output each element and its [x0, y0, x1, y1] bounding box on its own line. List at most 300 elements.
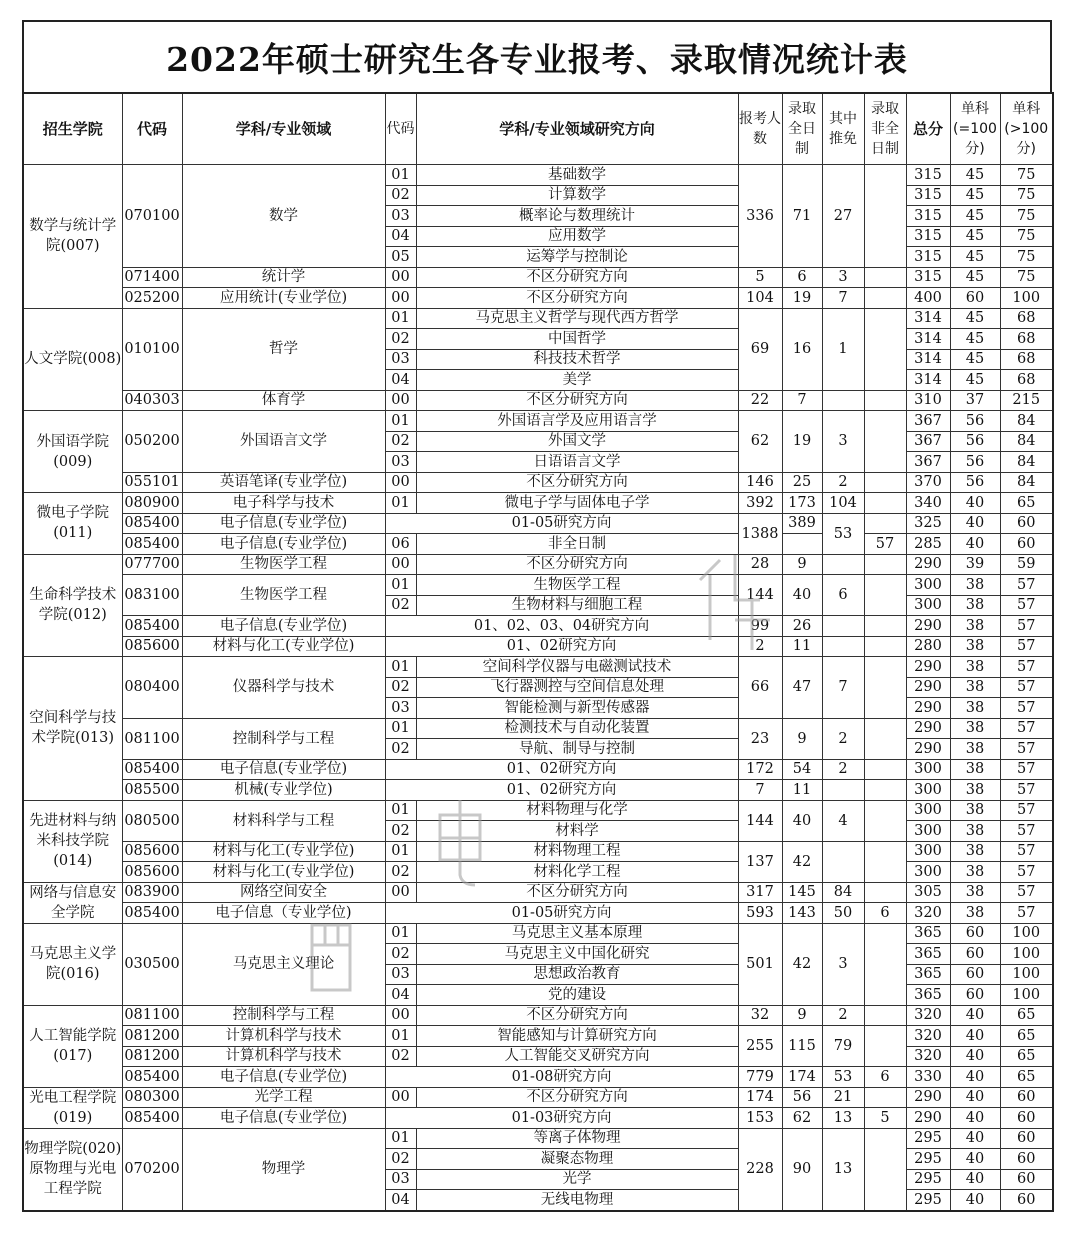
direction-cell: 日语语言文学 — [416, 452, 738, 473]
single-over-100-cell: 60 — [1000, 534, 1053, 555]
admitted-parttime-cell: 6 — [864, 903, 906, 924]
single-over-100-cell: 60 — [1000, 1149, 1053, 1170]
major-code-cell: 010100 — [122, 308, 182, 390]
direction-code-cell: 00 — [385, 882, 416, 903]
direction-cell: 无线电物理 — [416, 1190, 738, 1211]
total-score-cell: 314 — [906, 370, 950, 391]
total-score-cell: 290 — [906, 698, 950, 719]
admitted-parttime-cell — [864, 882, 906, 903]
college-cell: 光电工程学院(019) — [23, 1087, 122, 1128]
single-100-cell: 38 — [950, 636, 1000, 657]
single-100-cell: 60 — [950, 288, 1000, 309]
header-total-score: 总分 — [906, 93, 950, 165]
admitted-parttime-cell — [864, 575, 906, 616]
direction-code-cell: 04 — [385, 1190, 416, 1211]
direction-code-cell: 00 — [385, 554, 416, 575]
admitted-fulltime-cell — [782, 534, 822, 555]
admitted-parttime-cell — [864, 616, 906, 637]
major-name-cell: 生物医学工程 — [182, 554, 385, 575]
direction-code-cell: 02 — [385, 862, 416, 883]
single-over-100-cell: 68 — [1000, 370, 1053, 391]
admitted-parttime-cell — [864, 267, 906, 288]
single-100-cell: 40 — [950, 1169, 1000, 1190]
major-name-cell: 仪器科学与技术 — [182, 657, 385, 719]
single-over-100-cell: 57 — [1000, 657, 1053, 678]
direction-code-cell: 02 — [385, 329, 416, 350]
single-over-100-cell: 68 — [1000, 329, 1053, 350]
single-100-cell: 40 — [950, 534, 1000, 555]
major-code-cell: 085600 — [122, 841, 182, 862]
single-100-cell: 40 — [950, 1067, 1000, 1088]
single-over-100-cell: 75 — [1000, 226, 1053, 247]
direction-code-cell: 04 — [385, 370, 416, 391]
total-score-cell: 365 — [906, 923, 950, 944]
applicants-cell: 7 — [738, 780, 782, 801]
table-row — [23, 616, 1053, 637]
major-name-cell: 材料与化工(专业学位) — [182, 636, 385, 657]
applicants-cell: 32 — [738, 1005, 782, 1026]
total-score-cell: 300 — [906, 595, 950, 616]
single-100-cell: 45 — [950, 165, 1000, 186]
applicants-cell: 501 — [738, 923, 782, 1005]
single-over-100-cell: 65 — [1000, 1046, 1053, 1067]
single-100-cell: 45 — [950, 349, 1000, 370]
college-cell: 网络与信息安全学院 — [23, 882, 122, 923]
single-over-100-cell: 57 — [1000, 841, 1053, 862]
single-100-cell: 38 — [950, 882, 1000, 903]
single-over-100-cell: 57 — [1000, 903, 1053, 924]
single-over-100-cell: 100 — [1000, 964, 1053, 985]
total-score-cell: 315 — [906, 226, 950, 247]
applicants-cell: 779 — [738, 1067, 782, 1088]
single-over-100-cell: 60 — [1000, 1190, 1053, 1211]
direction-cell: 不区分研究方向 — [416, 554, 738, 575]
direction-cell: 外国语言学及应用语言学 — [416, 411, 738, 432]
total-score-cell: 290 — [906, 1087, 950, 1108]
recommended-cell: 7 — [822, 657, 864, 719]
total-score-cell: 340 — [906, 493, 950, 514]
total-score-cell: 300 — [906, 841, 950, 862]
table-row — [23, 718, 1053, 739]
header-college: 招生学院 — [23, 93, 122, 165]
major-code-cell: 070200 — [122, 1128, 182, 1211]
total-score-cell: 320 — [906, 1046, 950, 1067]
major-name-cell: 电子信息(专业学位) — [182, 1108, 385, 1129]
admitted-fulltime-cell: 19 — [782, 411, 822, 473]
admitted-parttime-cell: 6 — [864, 1067, 906, 1088]
single-over-100-cell: 57 — [1000, 636, 1053, 657]
direction-cell: 外国文学 — [416, 431, 738, 452]
single-100-cell: 38 — [950, 841, 1000, 862]
single-over-100-cell: 75 — [1000, 185, 1053, 206]
admitted-parttime-cell — [864, 513, 906, 534]
direction-code-cell: 03 — [385, 349, 416, 370]
major-code-cell: 070100 — [122, 165, 182, 268]
single-over-100-cell: 75 — [1000, 165, 1053, 186]
total-score-cell: 280 — [906, 636, 950, 657]
major-code-cell: 080900 — [122, 493, 182, 514]
direction-cell: 材料物理工程 — [416, 841, 738, 862]
direction-code-cell: 02 — [385, 1149, 416, 1170]
major-code-cell: 081200 — [122, 1046, 182, 1067]
total-score-cell: 300 — [906, 575, 950, 596]
major-code-cell: 083100 — [122, 575, 182, 616]
single-over-100-cell: 60 — [1000, 1169, 1053, 1190]
direction-cell: 材料化学工程 — [416, 862, 738, 883]
admitted-fulltime-cell: 7 — [782, 390, 822, 411]
admitted-fulltime-cell: 11 — [782, 636, 822, 657]
recommended-cell: 7 — [822, 288, 864, 309]
admitted-fulltime-cell: 16 — [782, 308, 822, 390]
single-over-100-cell: 215 — [1000, 390, 1053, 411]
recommended-cell: 3 — [822, 411, 864, 473]
applicants-cell: 62 — [738, 411, 782, 473]
direction-cell: 飞行器测控与空间信息处理 — [416, 677, 738, 698]
direction-cell: 智能感知与计算研究方向 — [416, 1026, 738, 1047]
total-score-cell: 367 — [906, 411, 950, 432]
applicants-cell: 2 — [738, 636, 782, 657]
single-100-cell: 60 — [950, 923, 1000, 944]
total-score-cell: 367 — [906, 431, 950, 452]
single-over-100-cell: 60 — [1000, 1108, 1053, 1129]
major-name-cell: 电子信息（专业学位) — [182, 903, 385, 924]
direction-cell: 运筹学与控制论 — [416, 247, 738, 268]
total-score-cell: 314 — [906, 308, 950, 329]
recommended-cell: 27 — [822, 165, 864, 268]
direction-cell: 空间科学仪器与电磁测试技术 — [416, 657, 738, 678]
major-name-cell: 应用统计(专业学位) — [182, 288, 385, 309]
recommended-cell: 53 — [822, 513, 864, 554]
table-row — [23, 390, 1053, 411]
major-code-cell: 085500 — [122, 780, 182, 801]
major-name-cell: 电子信息(专业学位) — [182, 616, 385, 637]
single-100-cell: 37 — [950, 390, 1000, 411]
direction-cell: 人工智能交叉研究方向 — [416, 1046, 738, 1067]
single-over-100-cell: 57 — [1000, 739, 1053, 760]
total-score-cell: 315 — [906, 267, 950, 288]
direction-code-cell: 04 — [385, 226, 416, 247]
major-code-cell: 077700 — [122, 554, 182, 575]
single-100-cell: 38 — [950, 575, 1000, 596]
header-direction-code: 代码 — [385, 93, 416, 165]
recommended-cell: 2 — [822, 718, 864, 759]
applicants-cell: 146 — [738, 472, 782, 493]
total-score-cell: 315 — [906, 185, 950, 206]
header-admitted-parttime: 录取非全日制 — [864, 93, 906, 165]
admitted-fulltime-cell: 90 — [782, 1128, 822, 1211]
single-over-100-cell: 65 — [1000, 493, 1053, 514]
admitted-fulltime-cell: 9 — [782, 554, 822, 575]
single-100-cell: 38 — [950, 759, 1000, 780]
total-score-cell: 295 — [906, 1190, 950, 1211]
direction-cell: 基础数学 — [416, 165, 738, 186]
recommended-cell: 2 — [822, 472, 864, 493]
total-score-cell: 367 — [906, 452, 950, 473]
major-code-cell: 081100 — [122, 1005, 182, 1026]
college-cell: 人文学院(008) — [23, 308, 122, 411]
recommended-cell — [822, 616, 864, 637]
table-row — [23, 472, 1053, 493]
direction-code-cell: 03 — [385, 964, 416, 985]
major-code-cell: 085400 — [122, 1108, 182, 1129]
admitted-fulltime-cell: 56 — [782, 1087, 822, 1108]
direction-cell: 等离子体物理 — [416, 1128, 738, 1149]
single-over-100-cell: 100 — [1000, 985, 1053, 1006]
header-applicants: 报考人数 — [738, 93, 782, 165]
table-row — [23, 903, 1053, 924]
admitted-parttime-cell — [864, 718, 906, 759]
recommended-cell: 1 — [822, 308, 864, 390]
applicants-cell: 144 — [738, 800, 782, 841]
single-over-100-cell: 84 — [1000, 431, 1053, 452]
page-title: 2022年硕士研究生各专业报考、录取情况统计表 — [22, 20, 1052, 92]
direction-code-cell: 02 — [385, 431, 416, 452]
single-over-100-cell: 57 — [1000, 780, 1053, 801]
admission-table — [22, 92, 1054, 1212]
admitted-parttime-cell — [864, 411, 906, 473]
total-score-cell: 300 — [906, 759, 950, 780]
direction-cell: 微电子学与固体电子学 — [416, 493, 738, 514]
table-row — [23, 800, 1053, 821]
header-direction: 学科/专业领域研究方向 — [416, 93, 738, 165]
single-over-100-cell: 65 — [1000, 1005, 1053, 1026]
header-single-over-100: 单科(>100分) — [1000, 93, 1053, 165]
major-code-cell: 081200 — [122, 1026, 182, 1047]
single-over-100-cell: 60 — [1000, 1087, 1053, 1108]
major-name-cell: 统计学 — [182, 267, 385, 288]
direction-code-cell: 01 — [385, 923, 416, 944]
direction-code-cell: 00 — [385, 472, 416, 493]
recommended-cell — [822, 554, 864, 575]
total-score-cell: 300 — [906, 862, 950, 883]
table-row — [23, 1087, 1053, 1108]
admitted-fulltime-cell: 389 — [782, 513, 822, 534]
major-code-cell: 085600 — [122, 636, 182, 657]
single-100-cell: 38 — [950, 616, 1000, 637]
major-code-cell: 081100 — [122, 718, 182, 759]
direction-code-cell: 01 — [385, 657, 416, 678]
direction-code-cell: 01 — [385, 1128, 416, 1149]
direction-cell: 光学 — [416, 1169, 738, 1190]
admitted-parttime-cell — [864, 800, 906, 841]
recommended-cell: 79 — [822, 1026, 864, 1067]
total-score-cell: 315 — [906, 165, 950, 186]
single-over-100-cell: 100 — [1000, 923, 1053, 944]
single-100-cell: 45 — [950, 308, 1000, 329]
total-score-cell: 320 — [906, 1026, 950, 1047]
total-score-cell: 310 — [906, 390, 950, 411]
applicants-cell: 228 — [738, 1128, 782, 1211]
major-code-cell: 025200 — [122, 288, 182, 309]
single-100-cell: 38 — [950, 718, 1000, 739]
single-over-100-cell: 75 — [1000, 206, 1053, 227]
direction-cell: 01-05研究方向 — [385, 513, 738, 534]
admitted-parttime-cell — [864, 923, 906, 1005]
direction-code-cell: 00 — [385, 1005, 416, 1026]
direction-code-cell: 02 — [385, 821, 416, 842]
admitted-parttime-cell — [864, 165, 906, 268]
admitted-fulltime-cell: 19 — [782, 288, 822, 309]
single-100-cell: 38 — [950, 595, 1000, 616]
table-row — [23, 780, 1053, 801]
major-code-cell: 080300 — [122, 1087, 182, 1108]
direction-code-cell: 01 — [385, 718, 416, 739]
admitted-parttime-cell — [864, 780, 906, 801]
table-row — [23, 493, 1053, 514]
table-row — [23, 841, 1053, 862]
direction-code-cell: 01 — [385, 493, 416, 514]
single-over-100-cell: 57 — [1000, 759, 1053, 780]
single-100-cell: 38 — [950, 821, 1000, 842]
single-over-100-cell: 84 — [1000, 472, 1053, 493]
total-score-cell: 314 — [906, 329, 950, 350]
direction-code-cell: 03 — [385, 698, 416, 719]
table-row — [23, 288, 1053, 309]
total-score-cell: 300 — [906, 780, 950, 801]
single-over-100-cell: 57 — [1000, 677, 1053, 698]
single-over-100-cell: 84 — [1000, 452, 1053, 473]
table-row — [23, 267, 1053, 288]
major-code-cell: 085400 — [122, 513, 182, 534]
admitted-fulltime-cell: 143 — [782, 903, 822, 924]
single-100-cell: 56 — [950, 411, 1000, 432]
recommended-cell: 13 — [822, 1128, 864, 1211]
table-row — [23, 1128, 1053, 1149]
table-row — [23, 534, 1053, 555]
applicants-cell: 255 — [738, 1026, 782, 1067]
total-score-cell: 290 — [906, 1108, 950, 1129]
total-score-cell: 290 — [906, 739, 950, 760]
single-100-cell: 60 — [950, 964, 1000, 985]
applicants-cell: 392 — [738, 493, 782, 514]
total-score-cell: 365 — [906, 964, 950, 985]
single-over-100-cell: 57 — [1000, 575, 1053, 596]
admitted-parttime-cell — [864, 657, 906, 719]
single-100-cell: 40 — [950, 1149, 1000, 1170]
admitted-fulltime-cell: 40 — [782, 800, 822, 841]
direction-cell: 思想政治教育 — [416, 964, 738, 985]
direction-cell: 马克思主义哲学与现代西方哲学 — [416, 308, 738, 329]
direction-cell: 材料物理与化学 — [416, 800, 738, 821]
single-over-100-cell: 57 — [1000, 862, 1053, 883]
direction-code-cell: 01 — [385, 308, 416, 329]
major-name-cell: 计算机科学与技术 — [182, 1026, 385, 1047]
direction-cell: 生物材料与细胞工程 — [416, 595, 738, 616]
direction-cell: 马克思主义中国化研究 — [416, 944, 738, 965]
table-row — [23, 657, 1053, 678]
direction-code-cell: 02 — [385, 944, 416, 965]
total-score-cell: 365 — [906, 985, 950, 1006]
direction-code-cell: 05 — [385, 247, 416, 268]
single-100-cell: 38 — [950, 677, 1000, 698]
major-name-cell: 电子信息(专业学位) — [182, 1067, 385, 1088]
single-100-cell: 45 — [950, 185, 1000, 206]
direction-cell: 不区分研究方向 — [416, 1087, 738, 1108]
total-score-cell: 295 — [906, 1128, 950, 1149]
single-over-100-cell: 75 — [1000, 247, 1053, 268]
admitted-fulltime-cell: 173 — [782, 493, 822, 514]
direction-cell: 智能检测与新型传感器 — [416, 698, 738, 719]
applicants-cell: 174 — [738, 1087, 782, 1108]
direction-cell: 非全日制 — [416, 534, 738, 555]
table-row — [23, 513, 1053, 534]
single-over-100-cell: 57 — [1000, 821, 1053, 842]
total-score-cell: 300 — [906, 800, 950, 821]
single-100-cell: 56 — [950, 452, 1000, 473]
total-score-cell: 325 — [906, 513, 950, 534]
college-cell: 人工智能学院(017) — [23, 1005, 122, 1087]
major-code-cell: 085400 — [122, 903, 182, 924]
single-over-100-cell: 59 — [1000, 554, 1053, 575]
total-score-cell: 290 — [906, 554, 950, 575]
major-code-cell: 085400 — [122, 534, 182, 555]
direction-code-cell: 00 — [385, 288, 416, 309]
single-100-cell: 38 — [950, 780, 1000, 801]
recommended-cell: 53 — [822, 1067, 864, 1088]
major-name-cell: 物理学 — [182, 1128, 385, 1211]
applicants-cell: 104 — [738, 288, 782, 309]
single-over-100-cell: 68 — [1000, 308, 1053, 329]
direction-code-cell: 03 — [385, 452, 416, 473]
admitted-parttime-cell — [864, 1128, 906, 1211]
total-score-cell: 295 — [906, 1169, 950, 1190]
direction-code-cell: 03 — [385, 1169, 416, 1190]
header-admitted-fulltime: 录取全日制 — [782, 93, 822, 165]
admitted-fulltime-cell: 40 — [782, 575, 822, 616]
admitted-fulltime-cell: 42 — [782, 923, 822, 1005]
major-name-cell: 电子信息(专业学位) — [182, 759, 385, 780]
single-over-100-cell: 100 — [1000, 944, 1053, 965]
admitted-fulltime-cell: 6 — [782, 267, 822, 288]
direction-cell: 科技技术哲学 — [416, 349, 738, 370]
major-name-cell: 电子科学与技术 — [182, 493, 385, 514]
admitted-parttime-cell: 57 — [864, 534, 906, 555]
single-over-100-cell: 60 — [1000, 1128, 1053, 1149]
applicants-cell: 5 — [738, 267, 782, 288]
single-100-cell: 40 — [950, 1108, 1000, 1129]
major-code-cell: 071400 — [122, 267, 182, 288]
major-code-cell: 085600 — [122, 862, 182, 883]
college-cell: 马克思主义学院(016) — [23, 923, 122, 1005]
admitted-fulltime-cell: 26 — [782, 616, 822, 637]
total-score-cell: 370 — [906, 472, 950, 493]
applicants-cell: 66 — [738, 657, 782, 719]
header-major: 学科/专业领域 — [182, 93, 385, 165]
statistics-sheet — [22, 20, 1052, 1212]
direction-cell: 01、02研究方向 — [385, 780, 738, 801]
major-name-cell: 体育学 — [182, 390, 385, 411]
major-name-cell: 光学工程 — [182, 1087, 385, 1108]
major-name-cell: 网络空间安全 — [182, 882, 385, 903]
single-over-100-cell: 84 — [1000, 411, 1053, 432]
admitted-fulltime-cell: 145 — [782, 882, 822, 903]
direction-cell: 材料学 — [416, 821, 738, 842]
table-row — [23, 554, 1053, 575]
applicants-cell: 172 — [738, 759, 782, 780]
total-score-cell: 290 — [906, 677, 950, 698]
single-over-100-cell: 65 — [1000, 1067, 1053, 1088]
admitted-fulltime-cell: 47 — [782, 657, 822, 719]
direction-cell: 马克思主义基本原理 — [416, 923, 738, 944]
single-over-100-cell: 68 — [1000, 349, 1053, 370]
recommended-cell — [822, 780, 864, 801]
major-code-cell: 085400 — [122, 759, 182, 780]
total-score-cell: 295 — [906, 1149, 950, 1170]
direction-code-cell: 04 — [385, 985, 416, 1006]
direction-code-cell: 02 — [385, 1046, 416, 1067]
major-name-cell: 材料与化工(专业学位) — [182, 841, 385, 862]
single-over-100-cell: 57 — [1000, 800, 1053, 821]
